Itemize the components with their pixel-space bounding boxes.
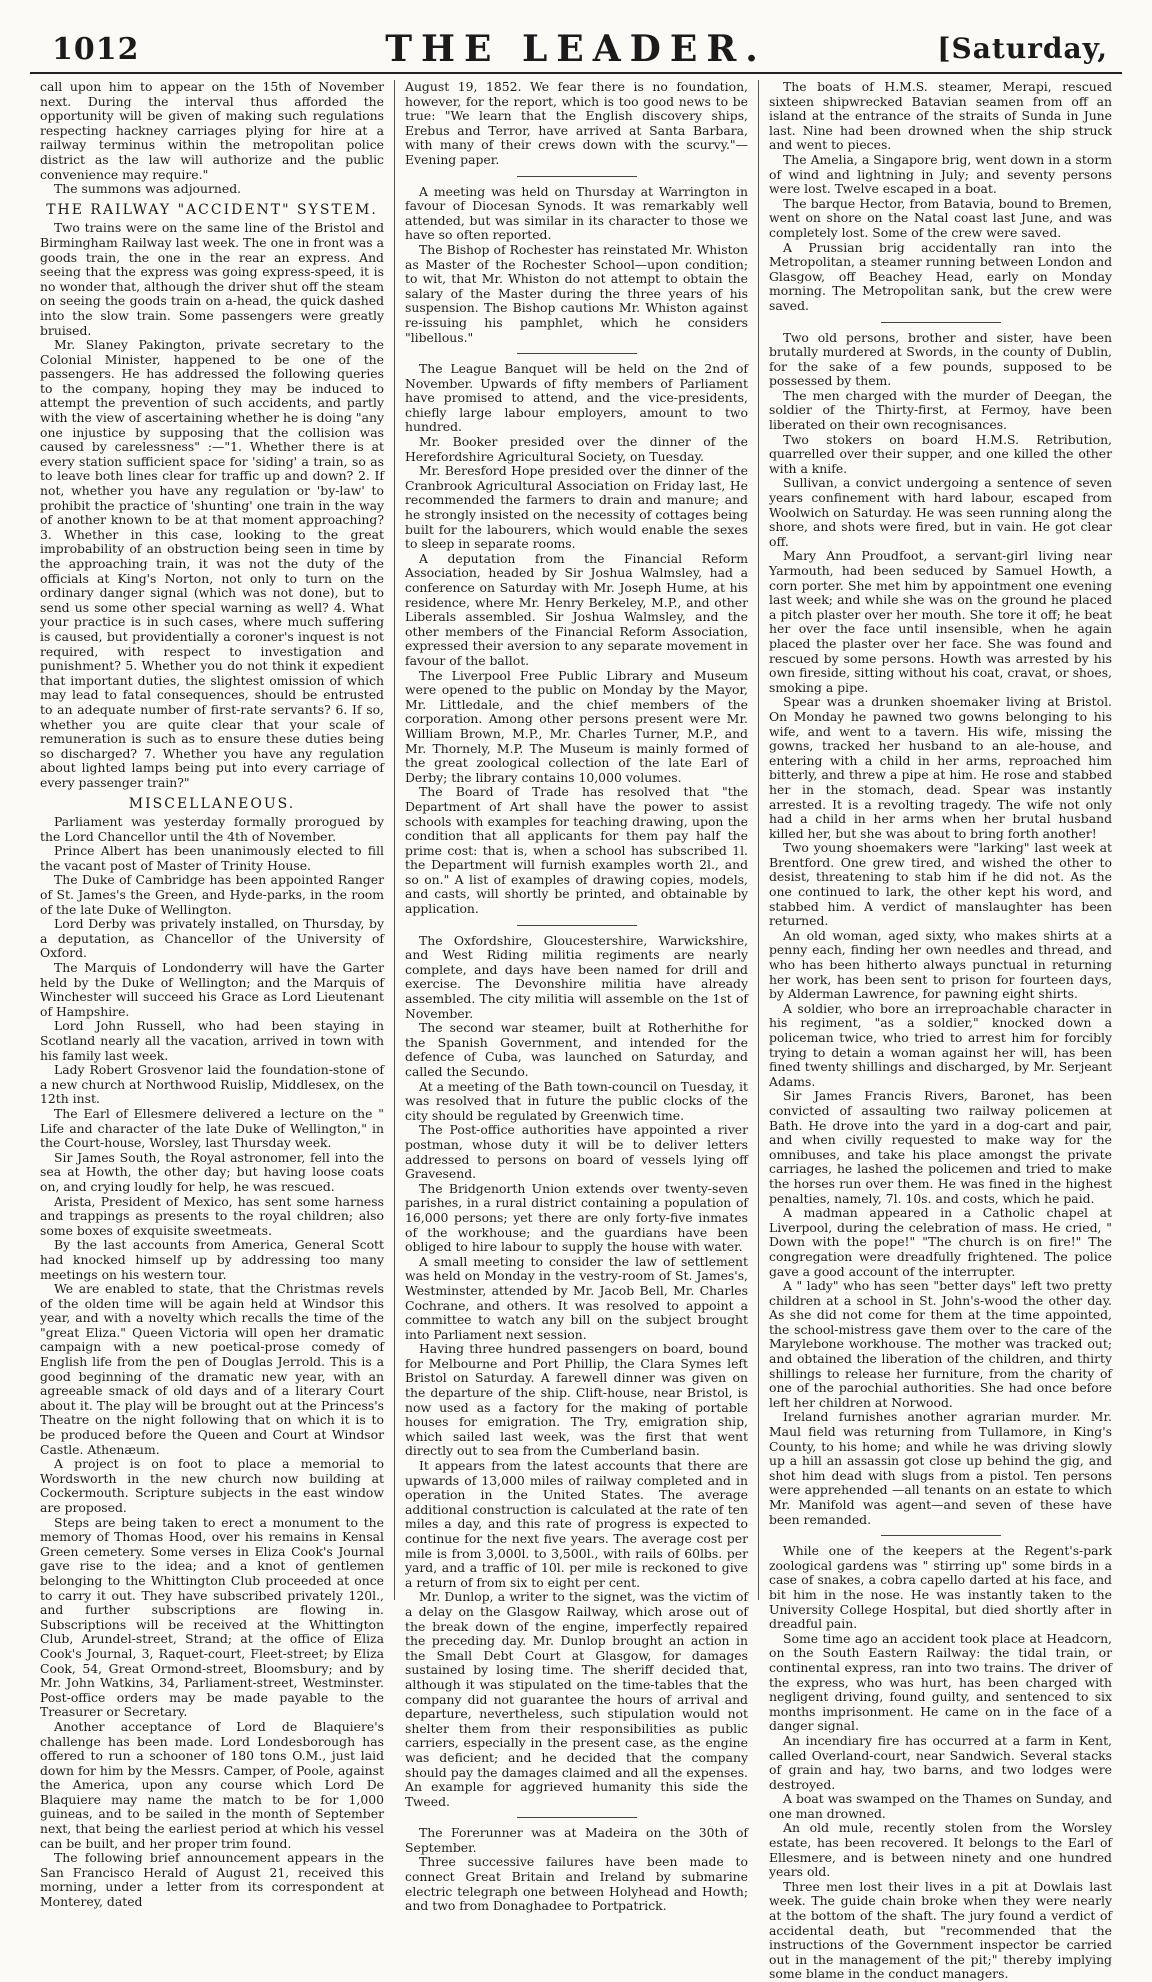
- column-left: [30, 79, 394, 1910]
- paragraph: Ireland furnishes another agrarian murder. Mr. Maul field was returning from Tullamore, in King's County, to his home; and while he was driving slowly up a hill an assassin got close up behind the gig, and shot him dead with slugs from a pistol. Ten persons were apprehended —all tenants on an estate to which Mr. Manifold was agent—and seven of these have been remanded.: [769, 1409, 1112, 1527]
- paragraph: The Oxfordshire, Gloucestershire, Warwickshire, and West Riding militia regiments are nearly complete, and days have been named for drill and exercise. The Devonshire militia have already assembled. The city militia will assemble on the 1st of November.: [405, 932, 748, 1021]
- paragraph: The Bridgenorth Union extends over twenty-seven parishes, in a rural district containing a population of 16,000 persons; yet there are only forty-five inmates of the workhouse; and the guardians have been obliged to hire labour to supply the house with water.: [405, 1180, 748, 1255]
- paragraph: The Marquis of Londonderry will have the Garter held by the Duke of Wellington; and the Marquis of Winchester will succeed his Grace as Lord Lieutenant of Hampshire.: [40, 960, 384, 1019]
- paragraph: Two young shoemakers were "larking" last week at Brentford. One grew tired, and wished the other to desist, threatening to stab him if he did not. As the one continued to lark, the other kept his word, and stabbed him. A verdict of manslaughter has been returned.: [769, 840, 1112, 929]
- paragraph: We are enabled to state, that the Christmas revels of the olden time will be again held at Windsor this year, and with a novelty which recalls the time of the "great Eliza." Queen Victoria will open her dramatic campaign with a new poetical-prose comedy of English life from the pen of Douglas Jerrold. This is a good beginning of the dramatic new year, with an agreeable smack of old days and of a literary Court about it. The play will be brought out at the Princess's Theatre on the night following that on which it is to be produced before the Queen and Court at Windsor Castle. Athenæum.: [40, 1281, 384, 1457]
- paragraph: Prince Albert has been unanimously elected to fill the vacant post of Master of Trinity House.: [40, 843, 384, 873]
- divider: [881, 322, 1001, 323]
- paragraph: The League Banquet will be held on the 2nd of November. Upwards of fifty members of Parliament have promised to attend, and the vice-presidents, chiefly large labour employers, amount to two hundred.: [405, 361, 748, 435]
- paragraph: The summons was adjourned.: [54, 181, 242, 197]
- paragraph: The barque Hector, from Batavia, bound to Bremen, went on shore on the Natal coast last June, and was completely lost. Some of the crew were saved.: [769, 195, 1112, 240]
- paragraph: The men charged with the murder of Deegan, the soldier of the Thirty-first, at Fermoy, have been liberated on their own recognisances.: [769, 387, 1112, 433]
- paragraph: Parliament was yesterday formally prorogued by the Lord Chancellor until the 4th of November.: [40, 814, 384, 844]
- paragraph: The Post-office authorities have appointed a river postman, whose duty it will be to deliver letters addressed to persons on board of vessels lying off Gravesend.: [405, 1122, 748, 1182]
- page-number: 1012: [52, 32, 140, 67]
- divider: [517, 1817, 637, 1818]
- paragraph: A deputation from the Financial Reform Association, headed by Sir Joshua Walmsley, had a conference on Saturday with Mr. Joseph Hume, at his residence, where Mr. Henry Berkeley, M.P., and other Liberals assembled. Sir Joshua Walmsley, and the other members of the Financial Reform Association, expressed their aversion to any separate movement in favour of the ballot.: [405, 550, 748, 668]
- paragraph: Another acceptance of Lord de Blaquiere's challenge has been made. Lord Londesborough has offered to run a schooner of 180 tons O.M., just laid down for him by the Messrs. Camper, of Poole, against the America, upon any course which Lord De Blaquiere may name the match to be for 1,000 guineas, and to be sailed in the month of September next, that being the earliest period at which his vessel can be built, and her proper trim found.: [40, 1718, 384, 1851]
- paragraph: call upon him to appear on the 15th of November next. During the interval thus afforded the opportunity will be given of making such regulations respecting hackney carriages plying for hire at a railway terminus within the metropolitan police district as the law will authorize and the public convenience may require.": [40, 79, 384, 182]
- paragraph: The Liverpool Free Public Library and Museum were opened to the public on Monday by the Mayor, Mr. Littledale, and the chief members of the corporation. Among other persons present were Mr. William Brown, M.P., Mr. Charles Turner, M.P., and Mr. Thornely, M.P. The Museum is mainly formed of the great zoological collection of the late Earl of Derby; the library contains 10,000 volumes.: [405, 667, 748, 785]
- issue-day: [Saturday,: [937, 32, 1108, 65]
- divider: [881, 1535, 1001, 1536]
- paragraph: Three successive failures have been made to connect Great Britain and Ireland by submarine electric telegraph one between Holyhead and Howth; and two from Donaghadee to Portpatrick.: [405, 1854, 748, 1914]
- paragraph: The Amelia, a Singapore brig, went down in a storm of wind and lightning in July; and seventy persons were lost. Twelve escaped in a boat.: [769, 151, 1112, 197]
- paragraph: While one of the keepers at the Regent's-park zoological gardens was " stirring up" some birds in a case of snakes, a cobra capello darted at his face, and bit him in the nose. He was instantly taken to the University College Hospital, but died shortly after in dreadful pain.: [769, 1543, 1112, 1632]
- paragraph: Mr. Booker presided over the dinner of the Herefordshire Agricultural Society, on Tuesday.: [405, 434, 748, 464]
- paragraph: Mr. Beresford Hope presided over the dinner of the Cranbrook Agricultural Association on Friday last, He recommended the farmers to drain and manure; and he strongly insisted on the necessity of cottages being built for the labourers, which would enable the sexes to sleep in separate rooms.: [405, 463, 748, 552]
- paragraph: Sir James South, the Royal astronomer, fell into the sea at Howth, the other day; but having loose coats on, and crying loudly for help, he was rescued.: [40, 1149, 384, 1194]
- paragraph: Mary Ann Proudfoot, a servant-girl living near Yarmouth, had been seduced by Samuel Howth, a corn porter. She met him by appointment one evening last week; and while she was on the ground he placed a pitch plaster over her mouth. She tore it off; he beat her over the face until insensible, when he again placed the plaster over her face. She was found and rescued by some persons. Howth was arrested by his own fireside, sitting without his coat, cravat, or shoes, smoking a pipe.: [769, 548, 1112, 695]
- paragraph: Sir James Francis Rivers, Baronet, has been convicted of assaulting two railway policemen at Bath. He drove into the yard in a dog-cart and pair, and when civilly requested to make way for the omnibuses, and take his place amongst the private carriages, he lashed the policemen and tried to make the horses run over them. He was fined in the highest penalties, namely, 7l. 10s. and costs, which he paid.: [769, 1088, 1112, 1206]
- section-heading-miscellaneous: MISCELLANEOUS.: [128, 795, 296, 812]
- paragraph: Lord John Russell, who had been staying in Scotland nearly all the vacation, arrived in town with his family last week.: [40, 1018, 384, 1063]
- paragraph: A project is on foot to place a memorial to Wordsworth in the new church now building at Cockermouth. Scripture subjects in the east window are proposed.: [40, 1456, 384, 1515]
- paragraph: The following brief announcement appears in the San Francisco Herald of August 21, received this morning, under a letter from its correspondent at Monterey, dated: [40, 1850, 384, 1910]
- paragraph: Two stokers on board H.M.S. Retribution, quarrelled over their supper, and one killed the other with a knife.: [769, 431, 1112, 476]
- section-heading-railway: THE RAILWAY "ACCIDENT" SYSTEM.: [46, 201, 378, 218]
- paragraph: A meeting was held on Thursday at Warrington in favour of Diocesan Synods. It was remarkably well attended, but was similar in its character to those we have so often reported.: [405, 183, 748, 243]
- column-middle: [394, 79, 758, 1914]
- paragraph: It appears from the latest accounts that there are upwards of 13,000 miles of railway completed and in operation in the United States. The average additional construction is calculated at the rate of ten miles a day, and this rate of progress is expected to continue for the next five years. The average cost per mile is from 3,000l. to 3,500l., with rails of 60lbs. per yard, and a traffic of 10l. per mile is reckoned to give a return of from six to eight per cent.: [405, 1458, 748, 1590]
- article-columns: [30, 79, 1122, 1982]
- paragraph: Some time ago an accident took place at Headcorn, on the South Eastern Railway: the tidal train, or continental express, ran into two trains. The driver of the express, who was hurt, has been charged with negligent driving, found guilty, and sentenced to six months imprisonment. He came on in the face of a danger signal.: [769, 1630, 1112, 1734]
- paragraph: Arista, President of Mexico, has sent some harness and trappings as presents to the royal children; also some boxes of exquisite sweetmeats.: [40, 1193, 384, 1238]
- paragraph: Having three hundred passengers on board, bound for Melbourne and Port Phillip, the Clara Symes left Bristol on Saturday. A farewell dinner was given on the departure of the ship. Clift-house, near Bristol, is now used as a factory for the making of portable houses for emigration. The Try, emigration ship, which sailed last week, was the first that went directly out to sea from the Cumberland basin.: [405, 1341, 748, 1459]
- paragraph: August 19, 1852. We fear there is no foundation, however, for the report, which is too good news to be true: "We learn that the English discovery ships, Erebus and Terror, have arrived at Santa Barbara, with many of their crews down with the scurvy."—Evening paper.: [405, 79, 748, 167]
- paragraph: The Bishop of Rochester has reinstated Mr. Whiston as Master of the Rochester School—upon condition; to wit, that Mr. Whiston do not attempt to obtain the salary of the Master during the three years of his suspension. The Bishop cautions Mr. Whiston against re-issuing his pamphlet, which he considers "libellous.": [405, 241, 748, 345]
- paragraph: A " lady" who has seen "better days" left two pretty children at a school in St. John's-wood the other day. As she did not come for them at the time appointed, the school-mistress gave them over to the care of the Marylebone workhouse. The mother was tracked out; and obtained the liberation of the children, and thirty shillings to release her furniture, from the charity of one of the parochial authorities. She had once before left her children at Norwood.: [769, 1278, 1112, 1410]
- column-right: [758, 79, 1122, 1982]
- paragraph: A small meeting to consider the law of settlement was held on Monday in the vestry-room of St. James's, Westminster, attended by Mr. Jacob Bell, Mr. Charles Cochrane, and others. It was resolved to appoint a committee to watch any bill on the subject brought into Parliament next session.: [405, 1253, 748, 1342]
- paragraph: Lady Robert Grosvenor laid the foundation-stone of a new church at Northwood Ruislip, Middlesex, on the 12th inst.: [40, 1062, 384, 1107]
- divider: [517, 353, 637, 354]
- paragraph: A madman appeared in a Catholic chapel at Liverpool, during the celebration of mass. He cried, " Down with the pope!" "The church is on fire!" The congregation were dreadfully frightened. The police gave a good account of the interrupter.: [769, 1205, 1112, 1279]
- paragraph: An old mule, recently stolen from the Worsley estate, has been recovered. It belongs to the Earl of Ellesmere, and is between ninety and one hundred years old.: [769, 1820, 1112, 1880]
- paragraph: Sullivan, a convict undergoing a sentence of seven years confinement with hard labour, escaped from Woolwich on Saturday. He was seen running along the shore, and shots were fired, but in vain. He got clear off.: [769, 475, 1112, 549]
- newspaper-title: THE LEADER.: [385, 28, 767, 70]
- paragraph: The Duke of Cambridge has been appointed Ranger of St. James's the Green, and Hyde-parks, in the room of the late Duke of Wellington.: [40, 872, 384, 917]
- paragraph: Mr. Dunlop, a writer to the signet, was the victim of a delay on the Glasgow Railway, which arose out of the break down of the engine, imperfectly repaired the preceding day. Mr. Dunlop brought an action in the Small Debt Court at Glasgow, for damages sustained by losing time. The sheriff decided that, although it was stipulated on the time-tables that the company did not guarantee the hours of arrival and departure, nevertheless, such stipulation would not shelter them from their responsibilities as public carriers, especially in the present case, as the engine was deficient; and he decided that the company should pay the damages claimed and all the expenses. An example for aggrieved humanity this side the Tweed.: [405, 1589, 748, 1809]
- paragraph: The boats of H.M.S. steamer, Merapi, rescued sixteen shipwrecked Batavian seamen from off an island at the entrance of the straits of Sunda in June last. Nine had been drowned when the ship struck and went to pieces.: [769, 79, 1112, 153]
- paragraph: The second war steamer, built at Rotherhithe for the Spanish Government, and intended for the defence of Cuba, was launched on Saturday, and called the Secundo.: [405, 1020, 748, 1079]
- paragraph: The Forerunner was at Madeira on the 30th of September.: [405, 1825, 748, 1855]
- paragraph: By the last accounts from America, General Scott had knocked himself up by addressing too many meetings on his western tour.: [40, 1237, 384, 1282]
- paragraph: Three men lost their lives in a pit at Dowlais last week. The guide chain broke when they were nearly at the bottom of the shaft. The jury found a verdict of accidental death, but "recommended that the instructions of the Government inspector be carried out in the management of the pit;" thereby implying some blame in the conduct managers.: [769, 1878, 1112, 1982]
- paragraph: At a meeting of the Bath town-council on Tuesday, it was resolved that in future the public clocks of the city should be regulated by Greenwich time.: [405, 1078, 748, 1123]
- paragraph: Steps are being taken to erect a monument to the memory of Thomas Hood, over his remains in Kensal Green cemetery. Some verses in Eliza Cook's Journal gave rise to the idea; and a knot of gentlemen belonging to the Whittington Club proceeded at once to carry it out. They have subscribed privately 120l., and further subscriptions are flowing in. Subscriptions will be received at the Whittington Club, Arundel-street, Strand; at the office of Eliza Cook's Journal, 3, Raquet-court, Fleet-street; by Eliza Cook, 54, Great Ormond-street, Bloomsbury; and by Mr. John Watkins, 34, Parliament-street, Westminster. Post-office orders may be made payable to the Treasurer or Secretary.: [40, 1514, 384, 1720]
- paragraph: An old woman, aged sixty, who makes shirts at a penny each, finding her own needles and thread, and who has been hitherto always punctual in returning her work, has been sent to prison for fourteen days, by Alderman Lawrence, for pawning eight shirts.: [769, 927, 1112, 1002]
- paragraph: A soldier, who bore an irreproachable character in his regiment, "as a soldier," knocked down a policeman twice, who tried to arrest him for forcibly trying to detain a woman against her will, has been fined twenty shillings and discharged, by Mr. Serjeant Adams.: [769, 1000, 1112, 1089]
- paragraph: A boat was swamped on the Thames on Sunday, and one man drowned.: [769, 1791, 1112, 1821]
- paragraph: Two trains were on the same line of the Bristol and Birmingham Railway last week. The one in front was a goods train, the one in the rear an express. And seeing that the express was going express-speed, it is no wonder that, although the driver shut off the steam on seeing the goods train on a-head, the quick dashed into the slow train. Some passengers were greatly bruised.: [40, 220, 384, 338]
- paragraph: Spear was a drunken shoemaker living at Bristol. On Monday he pawned two gowns belonging to his wife, and went to a tavern. His wife, missing the gowns, tracked her husband to an ale-house, and entering with a child in her arms, reproached him bitterly, and threw a pipe at him. He rose and stabbed her in the stomach, dead. Spear was instantly arrested. It is a revolting tragedy. The wife not only had a child in her arms when her brutal husband killed her, but she was about to bring forth another!: [769, 694, 1112, 841]
- divider: [517, 925, 637, 926]
- masthead: [30, 26, 1122, 74]
- divider: [517, 176, 637, 177]
- paragraph: The Board of Trade has resolved that "the Department of Art shall have the power to assist schools with examples for teaching drawing, upon the condition that all applicants for them pay half the prime cost: that is, when a school has subscribed 1l. the Department will furnish examples worth 2l., and so on." A list of examples of drawing copies, models, and casts, will shortly be printed, and obtainable by application.: [405, 784, 748, 917]
- paragraph: Mr. Slaney Pakington, private secretary to the Colonial Minister, happened to be one of the passengers. He has addressed the following queries to the company, hoping they may be induced to attempt the prevention of such accidents, and partly with the view of ascertaining whether he is doing "any one injustice by supposing that the collision was caused by carelessness" :—"1. Whether there is at every station sufficient space for 'siding' a train, so as to leave both lines clear for traffic up and down? 2. If not, whether you have any regulation or 'by-law' to prohibit the practice of 'shunting' one train in the way of another known to be at that moment approaching? 3. Whether in this case, looking to the great improbability of an obstruction being seen in time by the approaching train, it was not the duty of the officials at King's Norton, not only to turn on the ordinary danger signal (which was not done), but to send us some other special warning as well? 4. What your practice is in such cases, where much suffering is caused, but providentially a coroner's inquest is not required, with respect to investigation and punishment? 5. Whether you do not think it expedient that important duties, the slightest omission of which may lead to fatal consequences, should be entrusted to an adequate number of first-rate servants? 6. If so, whether you are quite clear that your scale of remuneration is such as to ensure these duties being so discharged? 7. Whether you have any regulation about lighted lamps being put into every carriage of every passenger train?": [40, 337, 384, 790]
- paragraph: Two old persons, brother and sister, have been brutally murdered at Swords, in the county of Dublin, for the sake of a few pounds, supposed to be possessed by them.: [769, 329, 1112, 389]
- paragraph: An incendiary fire has occurred at a farm in Kent, called Overland-court, near Sandwich. Several stacks of grain and hay, two barns, and two lodges were destroyed.: [769, 1732, 1112, 1792]
- paragraph: A Prussian brig accidentally ran into the Metropolitan, a steamer running between London and Glasgow, off Beachey Head, early on Monday morning. The Metropolitan sank, but the crew were saved.: [769, 239, 1112, 313]
- paragraph: Lord Derby was privately installed, on Thursday, by a deputation, as Chancellor of the University of Oxford.: [40, 916, 384, 961]
- paragraph: The Earl of Ellesmere delivered a lecture on the " Life and character of the late Duke of Wellington," in the Court-house, Worsley, last Thursday week.: [40, 1105, 384, 1151]
